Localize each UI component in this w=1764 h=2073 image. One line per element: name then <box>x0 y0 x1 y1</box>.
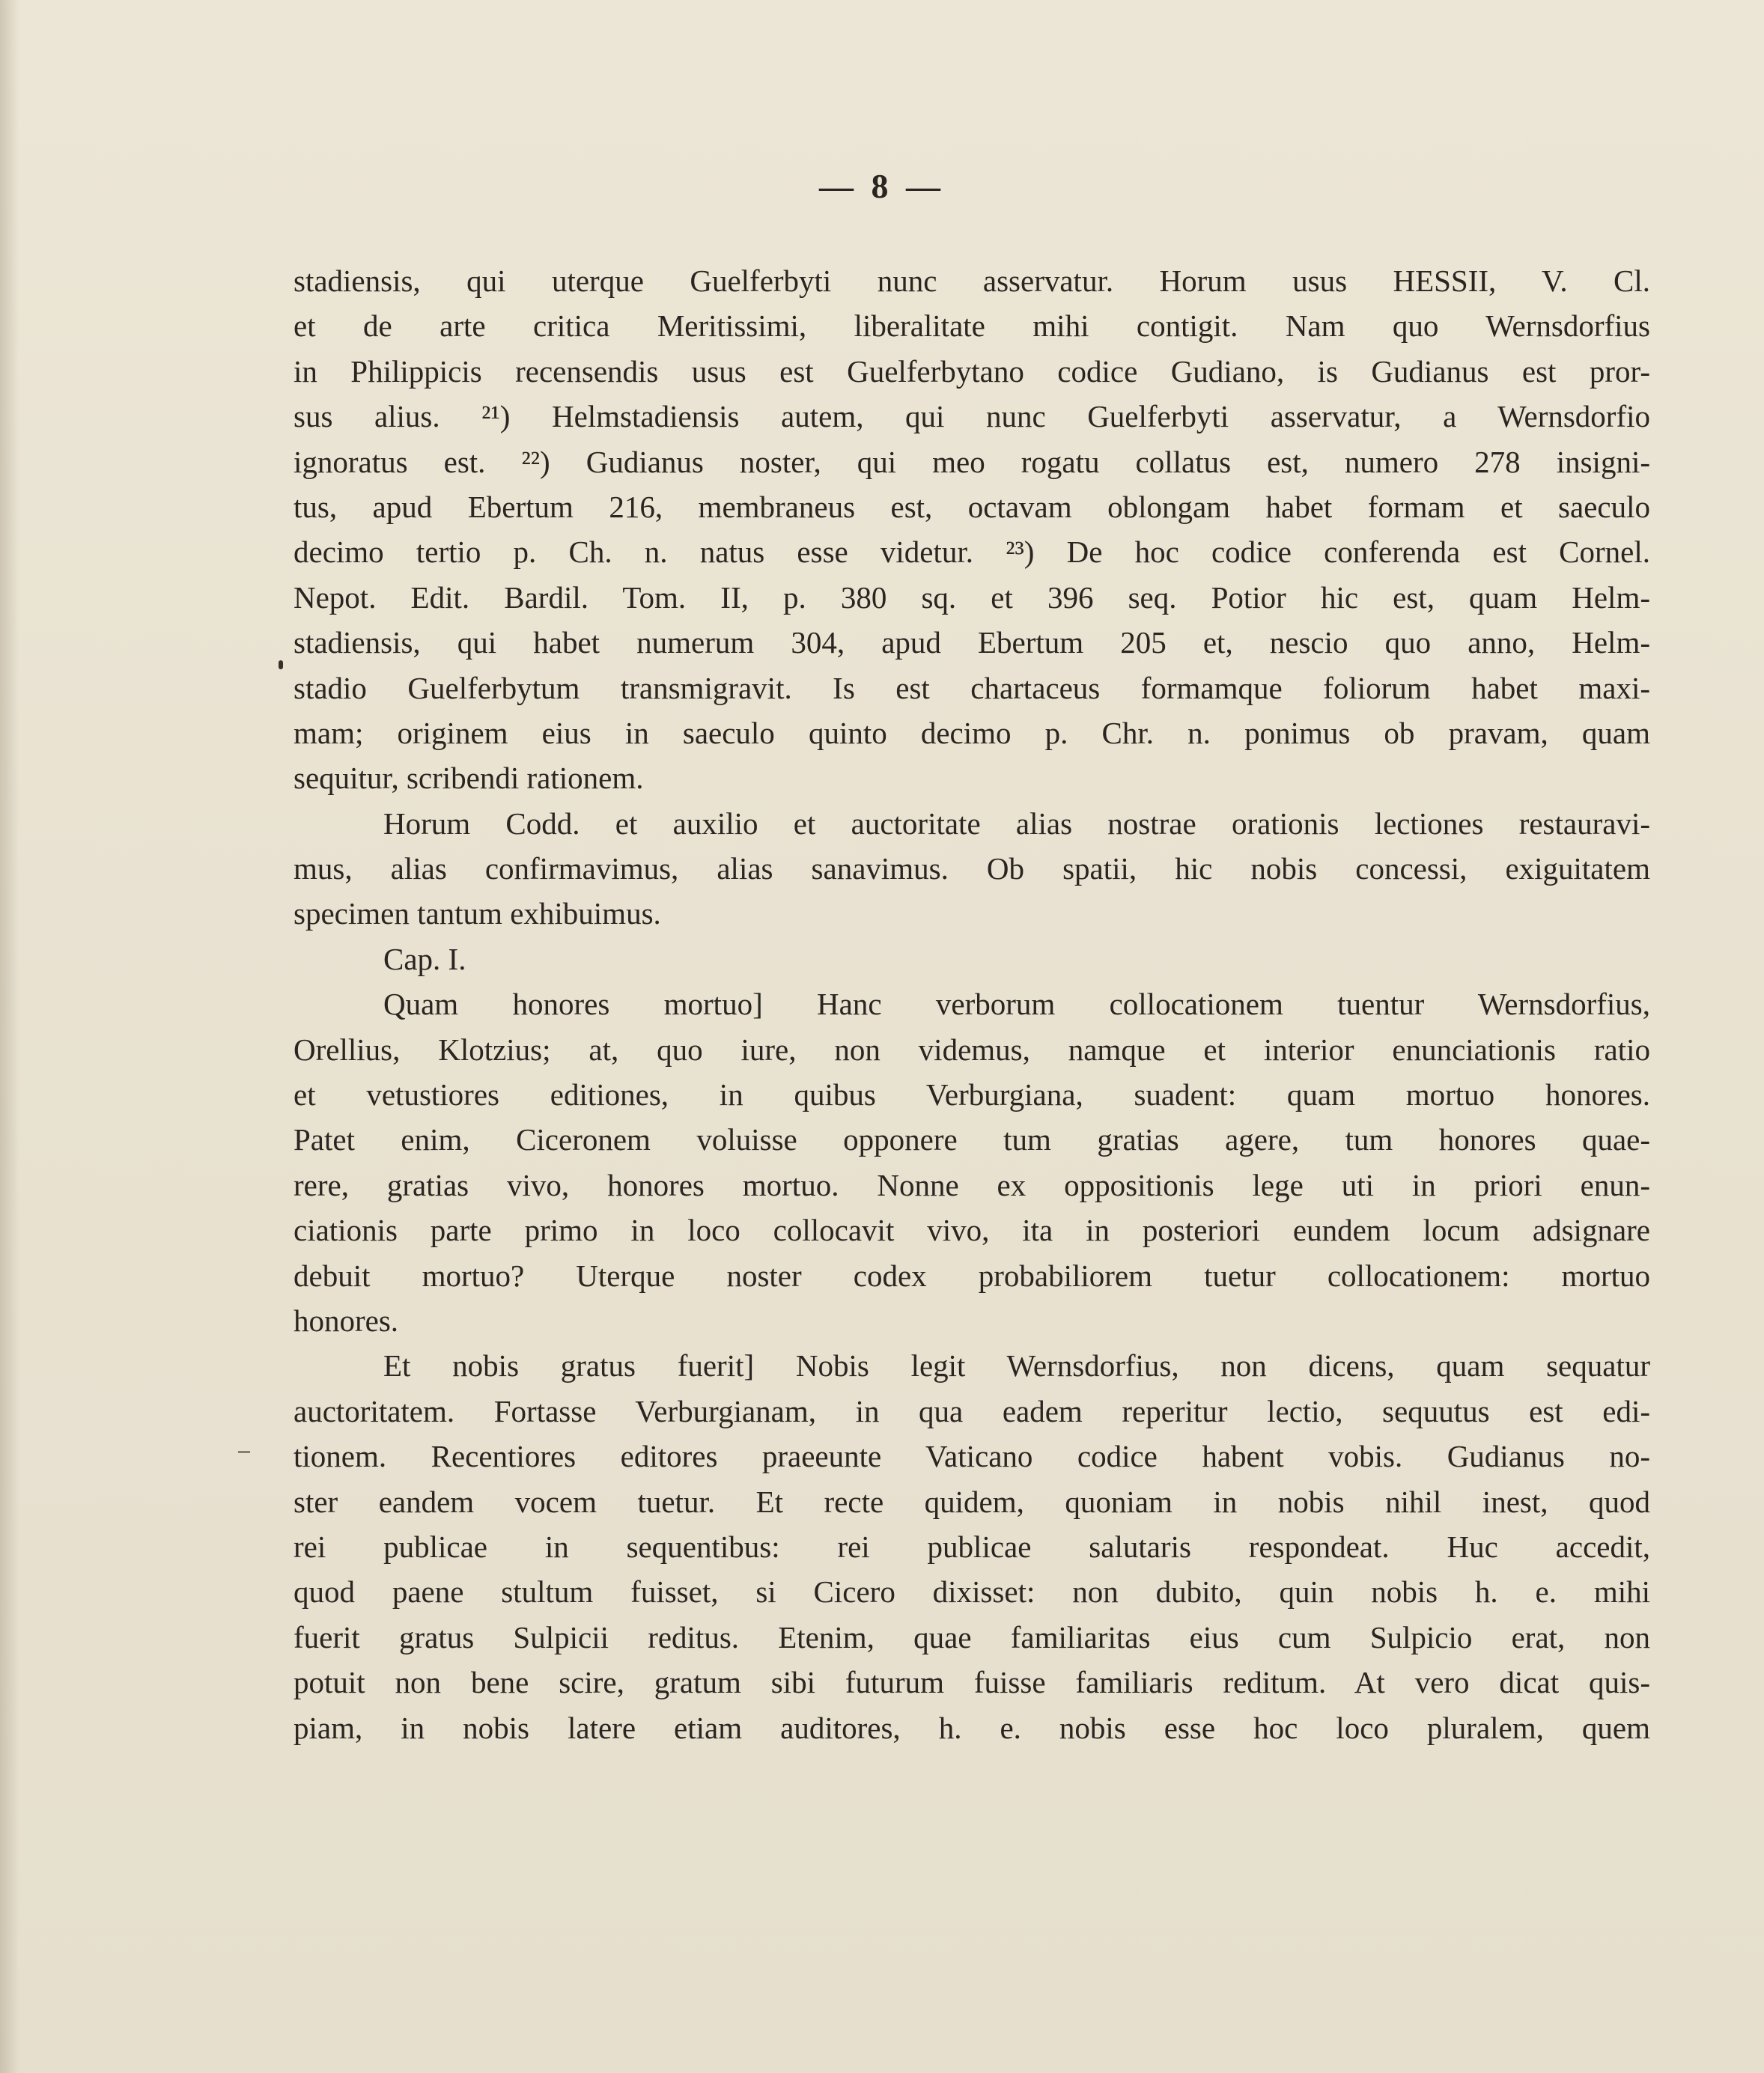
text-line: Et nobis gratus fuerit] Nobis legit Wernsdorfius, non dicens, quam sequatur <box>383 1348 1650 1383</box>
text-line: decimo tertio p. Ch. n. natus esse videtur. ²³) De hoc codice conferenda est Cornel. <box>294 535 1650 570</box>
text-line: sus alius. ²¹) Helmstadiensis autem, qui nunc Guelferbyti asservatur, a Wernsdorfio <box>294 399 1650 434</box>
text-line: ciationis parte primo in loco collocavit vivo, ita in posteriori eundem locum adsignare <box>294 1213 1650 1248</box>
text-line: piam, in nobis latere etiam auditores, h. e. nobis esse hoc loco pluralem, quem <box>294 1710 1650 1745</box>
text-line: debuit mortuo? Uterque noster codex probabiliorem tuetur collocationem: mortuo <box>294 1258 1650 1293</box>
text-line: et de arte critica Meritissimi, liberalitate mihi contigit. Nam quo Wernsdorfius <box>294 308 1650 344</box>
page-number: — 8 — <box>819 167 945 205</box>
text-line: Orellius, Klotzius; at, quo iure, non videmus, namque et interior enunciationis ratio <box>294 1032 1650 1067</box>
text-line: Quam honores mortuo] Hanc verborum collocationem tuentur Wernsdorfius, <box>383 987 1650 1022</box>
text-line: auctoritatem. Fortasse Verburgianam, in qua eadem reperitur lectio, sequutus est edi- <box>294 1393 1650 1428</box>
text-line: rere, gratias vivo, honores mortuo. Nonne ex oppositionis lege uti in priori enun- <box>294 1167 1650 1202</box>
text-line: mus, alias confirmavimus, alias sanavimus. Ob spatii, hic nobis concessi, exiguitatem <box>294 851 1650 886</box>
text-line: tus, apud Ebertum 216, membraneus est, octavam oblongam habet formam et saeculo <box>294 489 1650 524</box>
text-line: quod paene stultum fuisset, si Cicero dixisset: non dubito, quin nobis h. e. mihi <box>294 1574 1650 1610</box>
text-line: et vetustiores editiones, in quibus Verburgiana, suadent: quam mortuo honores. <box>294 1077 1650 1112</box>
text-line: potuit non bene scire, gratum sibi futurum fuisse familiaris reditum. At vero dicat quis- <box>294 1665 1650 1700</box>
margin-pencil-dash <box>238 1451 250 1453</box>
text-line: specimen tantum exhibuimus. <box>294 896 661 931</box>
text-line: Horum Codd. et auxilio et auctoritate alias nostrae orationis lectiones restauravi- <box>383 806 1650 841</box>
text-line: tionem. Recentiores editores praeeunte Vaticano codice habent vobis. Gudianus no- <box>294 1439 1650 1474</box>
text-line: fuerit gratus Sulpicii reditus. Etenim, quae familiaritas eius cum Sulpicio erat, non <box>294 1619 1650 1655</box>
text-line: sequitur, scribendi rationem. <box>294 761 644 796</box>
chapter-heading: Cap. I. <box>383 941 466 976</box>
text-line: Patet enim, Ciceronem voluisse opponere tum gratias agere, tum honores quae- <box>294 1122 1650 1157</box>
text-line: stadiensis, qui uterque Guelferbyti nunc asservatur. Horum usus HESSII, V. Cl. <box>294 264 1650 298</box>
body-text <box>294 258 1650 1750</box>
text-line: stadiensis, qui habet numerum 304, apud Ebertum 205 et, nescio quo anno, Helm- <box>294 625 1650 660</box>
text-line: stadio Guelferbytum transmigravit. Is est chartaceus formamque foliorum habet maxi- <box>294 670 1650 705</box>
text-line: in Philippicis recensendis usus est Guelferbytano codice Gudiano, is Gudianus est pror- <box>294 353 1650 389</box>
text-line: honores. <box>294 1303 399 1338</box>
margin-ink-mark <box>279 660 283 669</box>
text-line: Nepot. Edit. Bardil. Tom. II, p. 380 sq. et 396 seq. Potior hic est, quam Helm- <box>294 579 1650 615</box>
page-edge-shadow <box>0 0 19 2073</box>
text-line: rei publicae in sequentibus: rei publicae salutaris respondeat. Huc accedit, <box>294 1529 1650 1564</box>
text-line: ster eandem vocem tuetur. Et recte quidem, quoniam in nobis nihil inest, quod <box>294 1484 1650 1519</box>
text-line: mam; originem eius in saeculo quinto decimo p. Chr. n. ponimus ob pravam, quam <box>294 715 1650 750</box>
text-line: ignoratus est. ²²) Gudianus noster, qui meo rogatu collatus est, numero 278 insigni- <box>294 444 1650 479</box>
